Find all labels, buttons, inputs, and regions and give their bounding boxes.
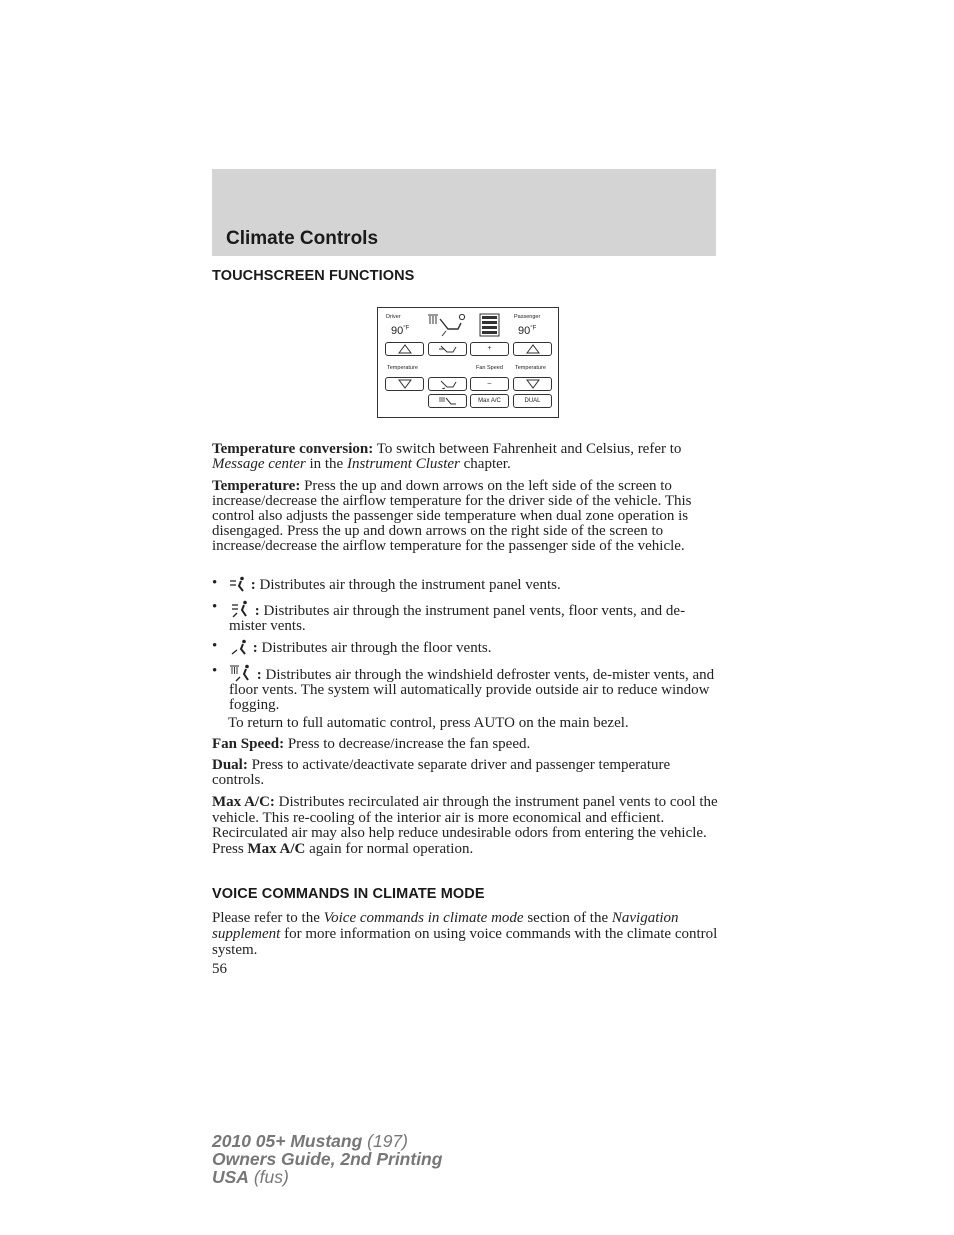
footer-print-info: 2010 05+ Mustang (197) Owners Guide, 2nd Printing USA (fus) <box>212 1131 443 1187</box>
driver-temp-readout: $90^{^\circ F}$ <box>391 325 410 337</box>
touchscreen-illustration <box>377 307 559 418</box>
return-auto-note: To return to full automatic control, press AUTO on the main bezel. <box>228 715 629 731</box>
section-heading-voice: VOICE COMMANDS IN CLIMATE MODE <box>212 886 485 902</box>
passenger-label: Passenger <box>514 314 541 320</box>
page-number: 56 <box>212 961 227 977</box>
panel-floor-vent-button[interactable] <box>428 342 467 356</box>
defrost-floor-seat-icon <box>426 313 468 339</box>
fan-speed-label: Fan Speed <box>476 365 503 371</box>
driver-temp-up-button[interactable] <box>385 342 424 356</box>
max-ac-paragraph: Max A/C: Distributes recirculated air through the instrument panel vents to cool the vehicle. This re-cooling of the interior air is more economical and efficient. Recirculated air may also help reduce undesirable odors from entering the vehicle. Press Max A/C again for normal operation. <box>212 794 718 857</box>
driver-temperature-label: Temperature <box>387 365 418 371</box>
driver-label: Driver <box>386 314 401 320</box>
temperature-paragraph: Temperature: Press the up and down arrows on the left side of the screen to increase/decrease the airflow temperature for the driver side of the vehicle. This control also adjusts the passenger side temperature when dual zone operation is disengaged. Press the up and down arrows on the right side of the screen to increase/decrease the airflow temperature for the passenger side of the vehicle. <box>212 478 692 554</box>
defrost-floor-icon <box>229 664 253 682</box>
fan-speed-paragraph: Fan Speed: Press to decrease/increase the fan speed. <box>212 736 531 752</box>
passenger-temp-up-button[interactable] <box>513 342 552 356</box>
floor-vent-button[interactable] <box>428 377 467 391</box>
passenger-temp-down-button[interactable] <box>513 377 552 391</box>
fan-speed-bars-icon <box>479 313 500 337</box>
passenger-temperature-label: Temperature <box>515 365 546 371</box>
passenger-temp-readout: $90^{^\circ F}$ <box>518 325 537 337</box>
floor-vent-icon <box>229 639 249 655</box>
driver-temp-down-button[interactable] <box>385 377 424 391</box>
max-ac-button[interactable]: Max A/C <box>470 394 509 408</box>
fan-speed-decrease-button[interactable]: – <box>470 377 509 391</box>
fan-speed-increase-button[interactable]: + <box>470 342 509 356</box>
dual-button[interactable]: DUAL <box>513 394 552 408</box>
temp-conversion-paragraph: Temperature conversion: To switch between Fahrenheit and Celsius, refer to Message center in the Instrument Cluster chapter. <box>212 441 682 472</box>
panel-vent-icon <box>229 576 247 592</box>
section-heading-touchscreen: TOUCHSCREEN FUNCTIONS <box>212 268 415 284</box>
voice-paragraph: Please refer to the Voice commands in climate mode section of the Navigation supplement for more information on using voice commands with the climate control system. <box>212 910 718 958</box>
panel-floor-vent-icon <box>229 600 251 618</box>
defrost-floor-button[interactable] <box>428 394 467 408</box>
chapter-title: Climate Controls <box>226 228 379 249</box>
dual-paragraph: Dual: Press to activate/deactivate separate driver and passenger temperature controls. <box>212 757 671 788</box>
